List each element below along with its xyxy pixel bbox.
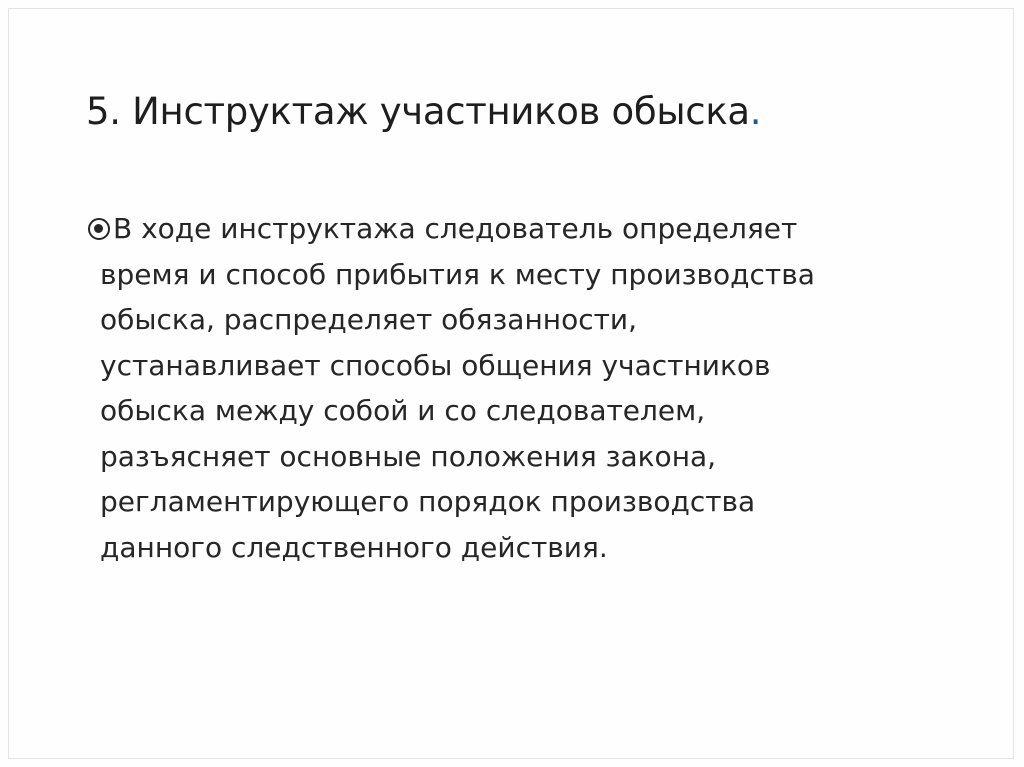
paragraph-line-5: обыска между собой и со следователем,: [100, 394, 706, 427]
bullet-paragraph: [88, 206, 948, 570]
paragraph-line-7: регламентирующего порядок производства: [100, 485, 756, 518]
paragraph-line-2: время и способ прибытия к месту производства: [100, 257, 815, 291]
title-dot: .: [749, 90, 762, 133]
slide-title: [86, 80, 946, 144]
title-text: Инструктаж участников обыска: [132, 90, 750, 133]
title-number: 5.: [86, 90, 121, 133]
paragraph-line-3: обыска, распределяет обязанности,: [100, 303, 638, 336]
radio-bullet-icon: [88, 218, 110, 240]
paragraph-line-6: разъясняет основные положения закона,: [100, 439, 717, 473]
paragraph-line-8: данного следственного действия.: [100, 530, 608, 564]
paragraph-line-4: устанавливает способы общения участников: [100, 348, 771, 382]
paragraph-line-1-text: В ходе инструктажа следователь определяет: [113, 212, 798, 245]
paragraph-line-1: [88, 206, 948, 252]
